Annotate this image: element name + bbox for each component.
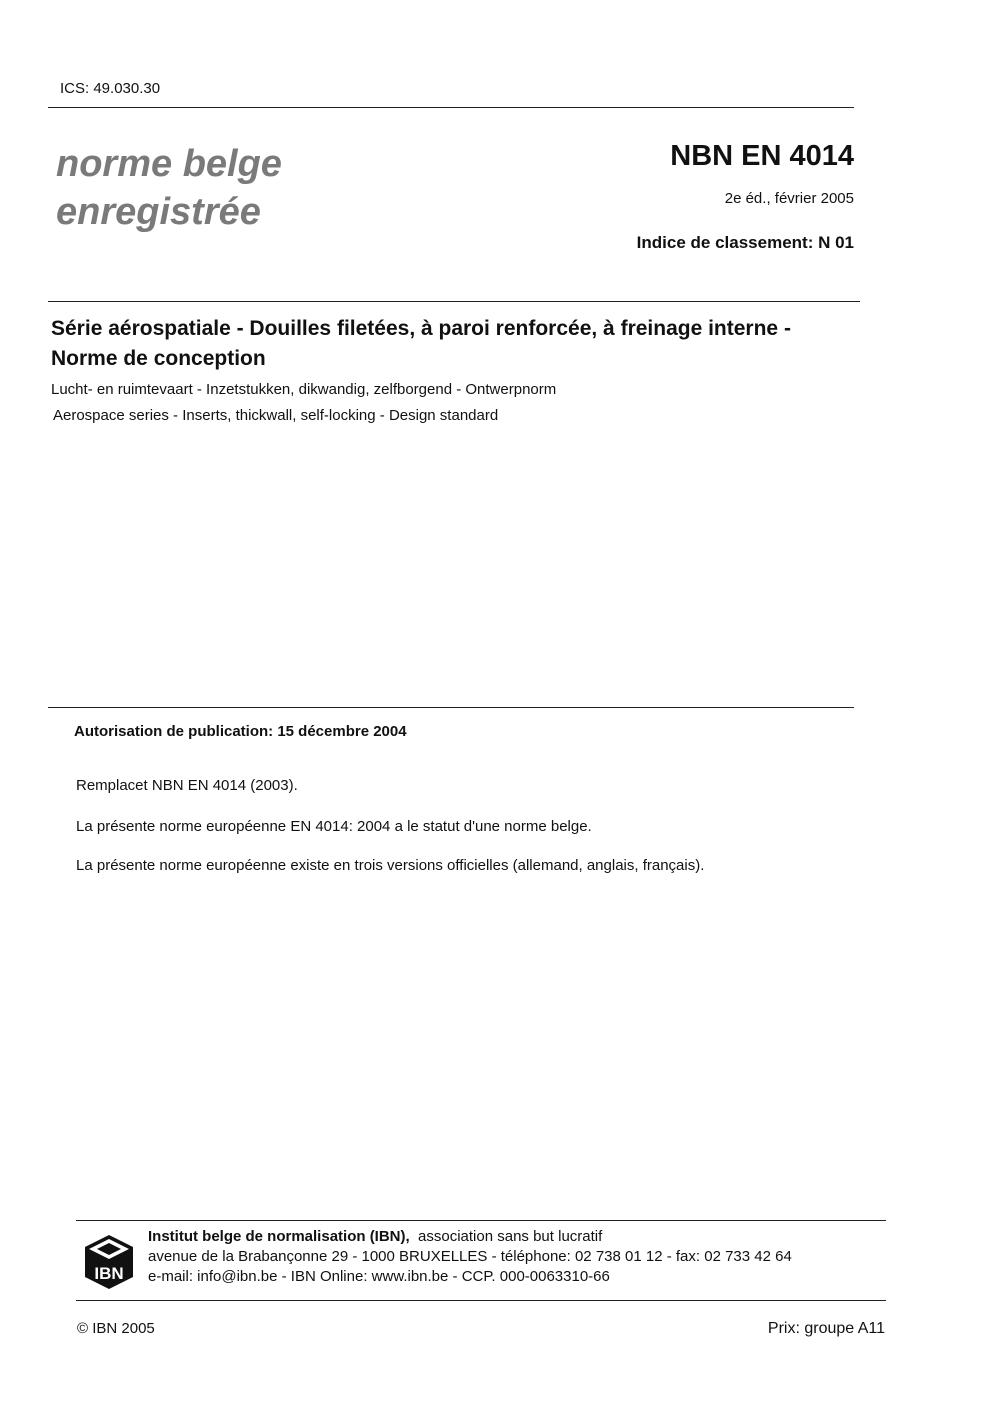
- title-english: Aerospace series - Inserts, thickwall, self-locking - Design standard: [53, 407, 499, 424]
- institute-address: avenue de la Brabançonne 29 - 1000 BRUXELLES - téléphone: 02 738 01 12 - fax: 02 733 42 64: [148, 1248, 792, 1265]
- institute-name: Institut belge de normalisation (IBN),: [148, 1228, 410, 1245]
- svg-text:IBN: IBN: [94, 1264, 124, 1283]
- institute-contact: e-mail: info@ibn.be - IBN Online: www.ibn.be - CCP. 000-0063310-66: [148, 1268, 610, 1285]
- status-note: La présente norme européenne EN 4014: 2004 a le statut d'une norme belge.: [76, 818, 592, 835]
- publication-authorisation: Autorisation de publication: 15 décembre 2004: [74, 723, 407, 740]
- institute-info: [148, 1227, 792, 1287]
- replacement-note: Remplacet NBN EN 4014 (2003).: [76, 777, 298, 794]
- label-line-1: norme belge: [56, 143, 282, 185]
- institute-status: association sans but lucratif: [418, 1228, 603, 1245]
- classification-index: Indice de classement: N 01: [636, 233, 854, 252]
- institute-line: [148, 1227, 792, 1247]
- label-line-2: enregistrée: [56, 191, 261, 233]
- divider-body: [48, 707, 854, 708]
- divider-footer-top: [76, 1220, 886, 1221]
- divider-title: [48, 301, 860, 302]
- document-title: Série aérospatiale - Douilles filetées, à paroi renforcée, à freinage interne - Norme de conception: [51, 317, 791, 370]
- title-dutch: Lucht- en ruimtevaart - Inzetstukken, dikwandig, zelfborgend - Ontwerpnorm: [51, 381, 557, 398]
- divider-footer-bottom: [76, 1300, 886, 1301]
- ibn-cube-logo-icon: [83, 1233, 135, 1291]
- ics-code: ICS: 49.030.30: [60, 80, 161, 97]
- edition-date: 2e éd., février 2005: [724, 190, 854, 207]
- registered-standard-label: [56, 140, 282, 236]
- copyright: © IBN 2005: [77, 1320, 155, 1337]
- price-group: Prix: groupe A11: [767, 1320, 885, 1337]
- standard-code: NBN EN 4014: [670, 140, 854, 172]
- divider-top: [48, 107, 854, 108]
- versions-note: La présente norme européenne existe en trois versions officielles (allemand, anglais, français).: [76, 857, 705, 874]
